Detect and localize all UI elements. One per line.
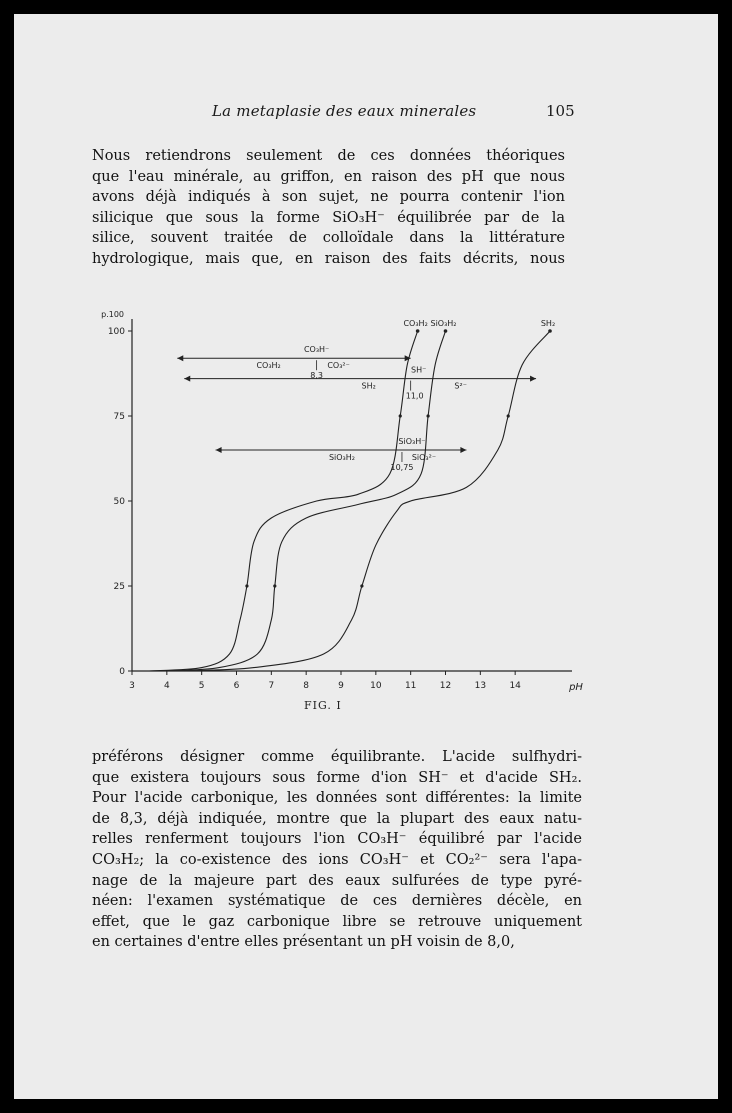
arrowhead-right — [460, 447, 466, 453]
break-value-label: 8,3 — [310, 371, 323, 381]
ion-label: CO₃²⁻ — [327, 361, 350, 371]
x-tick-label: 10 — [370, 681, 382, 691]
series-label: CO₃H₂ — [403, 319, 428, 328]
break-value-label: 11,0 — [405, 391, 424, 401]
paragraph-bottom — [92, 747, 582, 953]
figure — [92, 306, 592, 696]
series-label: SiO₃H₂ — [430, 319, 457, 328]
ion-label: SiO₃H₂ — [328, 453, 355, 462]
y-tick-label: 0 — [119, 667, 125, 677]
ion-label: SiO₃H⁻ — [398, 437, 426, 446]
text-line: CO₃H₂; la co-existence des ions CO₃H⁻ et CO₂²⁻ sera l'apa- — [92, 851, 582, 868]
ion-label: S²⁻ — [454, 381, 467, 391]
text-line: en certaines d'entre elles présentant un pH voisin de 8,0, — [92, 934, 515, 951]
text-line: hydrologique, mais que, en raison des faits décrits, nous — [92, 250, 565, 267]
paragraph-top — [92, 146, 565, 270]
figure-caption: FIG. I — [304, 699, 342, 712]
text-line: néen: l'examen systématique de ces dernières décèle, en — [92, 893, 582, 910]
ion-label: SH⁻ — [411, 365, 427, 375]
x-tick-label: 7 — [268, 681, 275, 691]
series-marker — [507, 414, 510, 417]
text-line: Nous retiendrons seulement de ces données théoriques — [92, 148, 565, 164]
x-axis-label: pH — [569, 682, 583, 693]
arrowhead-left — [184, 376, 190, 382]
text-line: silice, souvent traitée de colloïdale dans la littérature — [92, 230, 565, 247]
text-line: silicique que sous la forme SiO₃H⁻ équilibrée par de la — [92, 209, 565, 226]
text-line: que existera toujours sous forme d'ion SH⁻ et d'acide SH₂. — [92, 769, 582, 786]
y-tick-label: 100 — [107, 327, 125, 337]
series-label: SH₂ — [540, 319, 556, 328]
titration-chart — [92, 306, 592, 696]
text-line: Pour l'acide carbonique, les données sont différentes: la limite — [92, 790, 582, 807]
y-axis-label: p.100 — [101, 310, 124, 319]
x-tick-label: 4 — [163, 681, 170, 691]
series-marker — [245, 584, 248, 587]
ion-label: CO₃H⁻ — [303, 345, 330, 355]
series-endpoint — [548, 329, 552, 333]
text-line: préférons désigner comme équilibrante. L'acide sulfhydri- — [92, 749, 582, 765]
y-tick-label: 25 — [113, 582, 125, 592]
page-number: 105 — [546, 102, 575, 120]
running-title: La metaplasie des eaux minerales — [212, 102, 477, 120]
ion-label: SiO₃²⁻ — [411, 453, 437, 462]
series-marker — [360, 584, 363, 587]
arrowhead-right — [530, 376, 536, 382]
x-tick-label: 14 — [509, 681, 521, 691]
text-line: effet, que le gaz carbonique libre se retrouve uniquement — [92, 913, 582, 930]
series-marker — [273, 584, 276, 587]
series-endpoint — [416, 329, 420, 333]
series-endpoint — [444, 329, 448, 333]
x-tick-label: 5 — [198, 681, 205, 691]
x-tick-label: 6 — [233, 681, 240, 691]
x-tick-label: 9 — [338, 681, 344, 691]
break-value-label: 10,75 — [390, 463, 414, 472]
series-line-2 — [167, 331, 446, 671]
y-tick-label: 50 — [113, 497, 125, 507]
x-tick-label: 3 — [129, 681, 135, 691]
series-line-1 — [149, 331, 417, 671]
text-line: relles renferment toujours l'ion CO₃H⁻ équilibré par l'acide — [92, 831, 582, 848]
x-tick-label: 11 — [404, 681, 417, 691]
ion-label: CO₃H₂ — [256, 361, 281, 371]
y-tick-label: 75 — [113, 412, 125, 422]
ion-label: SH₂ — [361, 381, 376, 391]
series-marker — [399, 414, 402, 417]
text-line: nage de la majeure part des eaux sulfurées de type pyré- — [92, 872, 582, 889]
series-marker — [426, 414, 429, 417]
running-header — [14, 102, 718, 126]
x-tick-label: 12 — [439, 681, 452, 691]
text-line: de 8,3, déjà indiquée, montre que la plupart des eaux natu- — [92, 810, 582, 827]
text-line: avons déjà indiqués à son sujet, ne pourra contenir l'ion — [92, 189, 565, 206]
x-tick-label: 8 — [303, 681, 310, 691]
arrowhead-left — [216, 447, 222, 453]
arrowhead-left — [177, 355, 183, 361]
text-line: que l'eau minérale, au griffon, en raison des pH que nous — [92, 168, 565, 185]
book-page — [14, 14, 718, 1099]
x-tick-label: 13 — [474, 681, 487, 691]
